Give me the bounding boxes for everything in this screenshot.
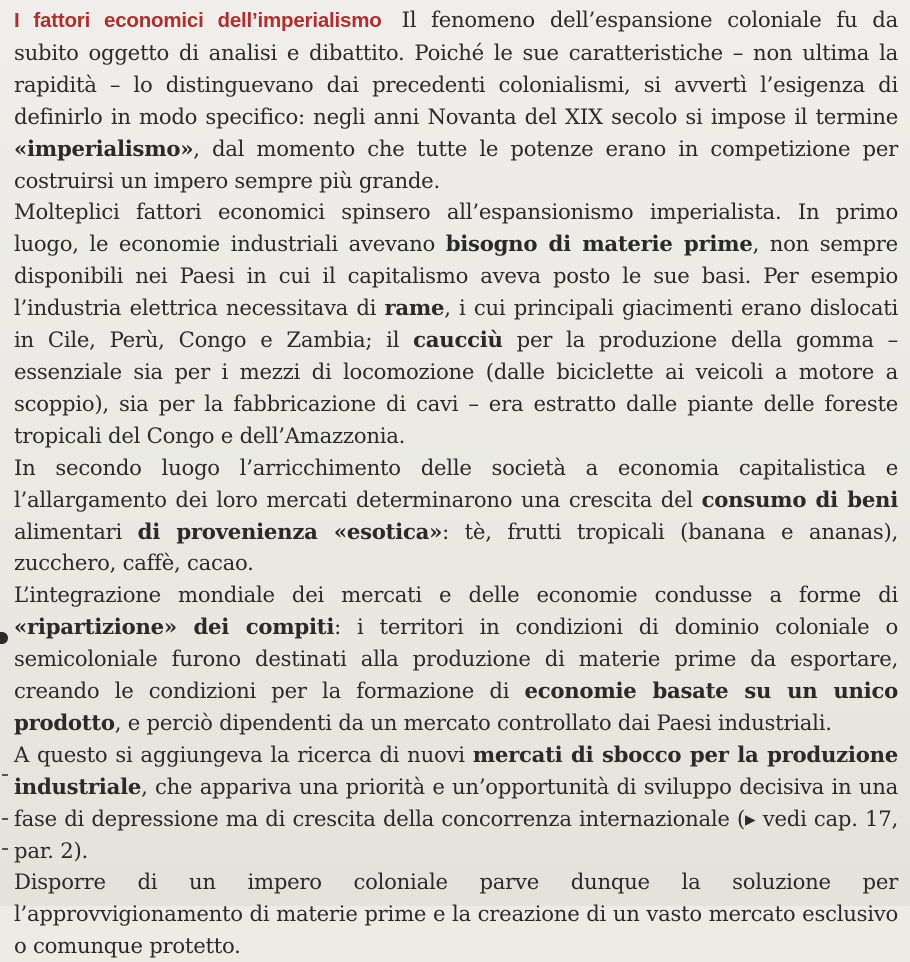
p5-text-2: , che appariva una priorità e un’opportunità di sviluppo decisiva in una fase di depressione ma di crescita della concorrenza internazionale (▸ vedi cap. 17, par. 2). xyxy=(14,773,898,863)
p4-bold-1: «ripartizione» dei compiti xyxy=(14,614,335,640)
paragraph-4 xyxy=(14,579,898,739)
text-block xyxy=(14,4,898,962)
p3-text-3: : tè, frutti tropicali (banana e ananas), zucchero, caffè, cacao. xyxy=(14,518,898,576)
p4-bold-2: economie basate su un unico prodotto xyxy=(14,678,898,735)
p1-bold-1: «imperialismo» xyxy=(14,135,194,161)
p1-text-2: , dal momento che tutte le potenze erano in competizione per costruirsi un impero sempre più grande. xyxy=(14,135,898,193)
p6-text-1: Disporre di un impero coloniale parve dunque la soluzione per l’approvvigionamento di materie prime e la creazione di un vasto mercato esclusivo o comunque protetto. xyxy=(14,869,898,959)
p2-text-4: per la produzione della gomma – essenziale sia per i mezzi di locomozione (dalle biciclette ai veicoli a motore a scoppio), sia per la fabbricazione di cavi – era estratto dalle piante delle foreste tropicali del Congo e dell’Amazzonia. xyxy=(14,327,898,448)
p2-text-1: Molteplici fattori economici spinsero all’espansionismo imperialista. In primo luogo, le economie industriali avevano xyxy=(14,199,898,257)
p4-text-2: : i territori in condizioni di dominio coloniale o semicoloniale furono destinati alla produzione di materie prime da esportare, creando le condizioni per la formazione di xyxy=(14,614,898,704)
p3-text-1: In secondo luogo l’arricchimento delle società a economia capitalistica e l’allargamento dei loro mercati determinarono una crescita del xyxy=(14,454,898,512)
section-heading: I fattori economici dell’imperialismo xyxy=(14,9,382,32)
p4-text-3: , e perciò dipendenti da un mercato controllato dai Paesi industriali. xyxy=(114,709,832,735)
p2-bold-3: caucciù xyxy=(413,327,503,353)
p4-text-1: L’integrazione mondiale dei mercati e delle economie condusse a forme di xyxy=(14,582,898,608)
p5-text-1: A questo si aggiungeva la ricerca di nuovi xyxy=(14,741,473,767)
p3-text-2: alimentari xyxy=(14,518,138,544)
p5-bold-1: mercati di sbocco per la produzione industriale xyxy=(14,741,898,799)
margin-bullet-mark xyxy=(0,632,8,644)
paragraph-5 xyxy=(14,739,898,867)
paragraph-2 xyxy=(14,196,898,451)
p2-text-3: , i cui principali giacimenti erano dislocati in Cile, Perù, Congo e Zambia; il xyxy=(14,295,899,353)
margin-tick xyxy=(2,818,8,820)
paragraph-1 xyxy=(14,4,898,196)
p2-text-2: , non sempre disponibili nei Paesi in cui il capitalismo aveva posto le sue basi. Per esempio l’industria elettrica necessitava di xyxy=(14,231,898,321)
p3-bold-1: consumo di beni xyxy=(701,486,898,512)
paragraph-3 xyxy=(14,452,898,580)
p2-bold-1: bisogno di materie prime xyxy=(445,231,753,257)
p2-bold-2: rame xyxy=(384,295,445,321)
p3-bold-2: di provenienza «esotica» xyxy=(137,518,443,544)
margin-tick xyxy=(2,848,8,850)
p1-text-1: Il fenomeno dell’espansione coloniale fu da subito oggetto di analisi e dibattito. Poiché le sue caratteristiche – non ultima la rapidità – lo distinguevano dai precedenti colonialismi, si avvertì l’esigenza di definirlo in modo specifico: negli anni Novanta del XIX secolo si impose il termine xyxy=(14,7,898,129)
margin-tick xyxy=(2,774,8,776)
paragraph-6 xyxy=(14,866,898,962)
